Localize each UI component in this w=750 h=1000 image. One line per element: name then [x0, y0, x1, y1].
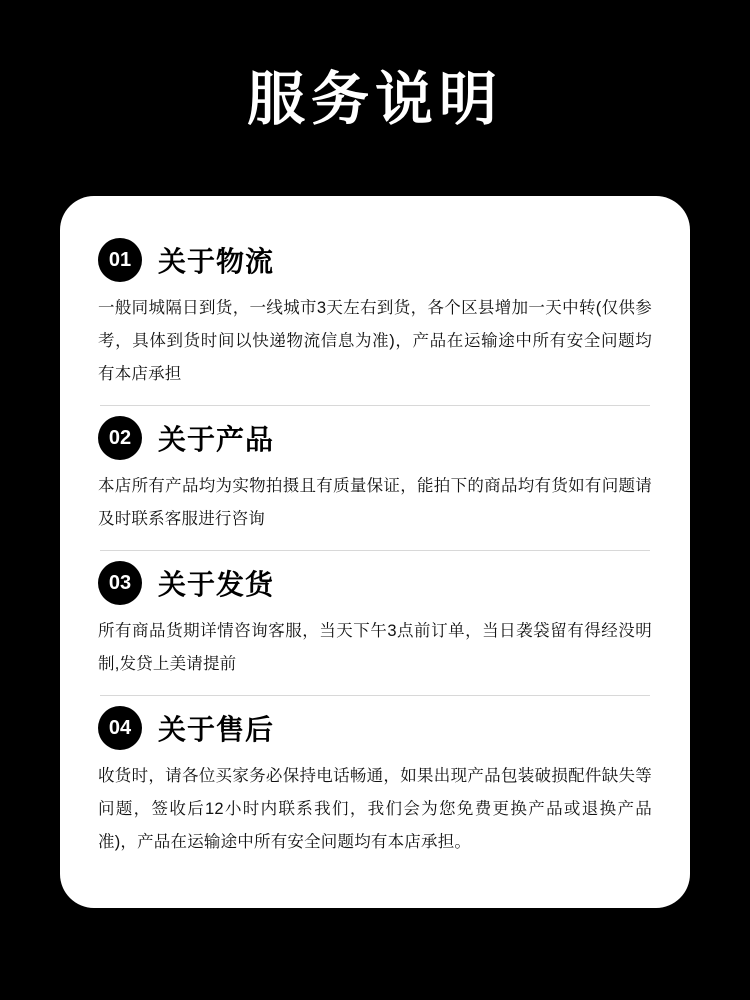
- section-number-badge: 01: [98, 238, 142, 282]
- section-body: 所有商品货期详情咨询客服，当天下午3点前订单，当日袭袋留有得经没明制,发贷上美请提前: [98, 622, 652, 673]
- section-header: [98, 416, 652, 460]
- service-info-card: [60, 196, 690, 908]
- section-header: [98, 561, 652, 605]
- section-body: 一般同城隔日到货，一线城市3天左右到货，各个区县增加一天中转(仅供参考，具体到货时间以快递物流信息为准)，产品在运输途中所有安全问题均有本店承担: [98, 299, 652, 383]
- section-after-sales: [98, 706, 652, 859]
- section-header: [98, 706, 652, 750]
- section-title: 关于售后: [158, 714, 275, 745]
- section-product: [98, 416, 652, 551]
- section-title: 关于产品: [158, 424, 275, 455]
- section-logistics: [98, 238, 652, 406]
- section-header: [98, 238, 652, 282]
- section-number-badge: 03: [98, 561, 142, 605]
- section-body: 本店所有产品均为实物拍摄且有质量保证，能拍下的商品均有货如有问题请及时联系客服进行咨询: [98, 477, 652, 528]
- section-divider: [100, 695, 650, 696]
- section-number-badge: 02: [98, 416, 142, 460]
- section-title: 关于发货: [158, 569, 275, 600]
- section-shipping: [98, 561, 652, 696]
- section-body: 收货时，请各位买家务必保持电话畅通，如果出现产品包装破损配件缺失等问题，签收后12小时内联系我们，我们会为您免费更换产品或退换产品准)，产品在运输途中所有安全问题均有本店承担。: [98, 767, 652, 851]
- section-divider: [100, 550, 650, 551]
- section-divider: [100, 405, 650, 406]
- section-number-badge: 04: [98, 706, 142, 750]
- page-title: 服务说明: [246, 67, 503, 132]
- section-title: 关于物流: [158, 246, 275, 277]
